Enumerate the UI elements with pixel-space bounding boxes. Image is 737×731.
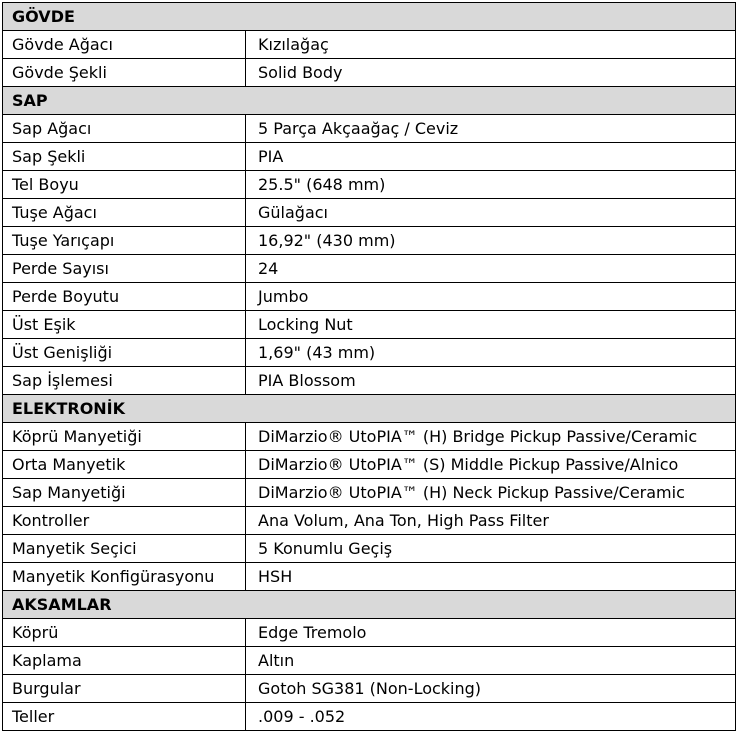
row-label: Perde Sayısı [3, 255, 246, 283]
section-title: SAP [3, 87, 736, 115]
table-row [3, 367, 736, 395]
table-row [3, 59, 736, 87]
row-value: Kızılağaç [246, 31, 736, 59]
table-row [3, 199, 736, 227]
table-row [3, 227, 736, 255]
table-row [3, 675, 736, 703]
table-row [3, 619, 736, 647]
row-value: Jumbo [246, 283, 736, 311]
table-row [3, 647, 736, 675]
row-label: Üst Eşik [3, 311, 246, 339]
table-row [3, 535, 736, 563]
table-row [3, 507, 736, 535]
row-label: Manyetik Konfigürasyonu [3, 563, 246, 591]
spec-table [2, 2, 736, 731]
row-value: Altın [246, 647, 736, 675]
table-row [3, 115, 736, 143]
table-row [3, 311, 736, 339]
section-title: GÖVDE [3, 3, 736, 31]
table-row [3, 255, 736, 283]
table-row [3, 283, 736, 311]
row-label: Manyetik Seçici [3, 535, 246, 563]
row-value: 25.5" (648 mm) [246, 171, 736, 199]
section-header-elektronik [3, 395, 736, 423]
table-row [3, 171, 736, 199]
row-value: .009 - .052 [246, 703, 736, 731]
row-value: 24 [246, 255, 736, 283]
row-value: Edge Tremolo [246, 619, 736, 647]
row-value: 5 Konumlu Geçiş [246, 535, 736, 563]
row-label: Sap Manyetiği [3, 479, 246, 507]
row-value: Gotoh SG381 (Non-Locking) [246, 675, 736, 703]
table-row [3, 339, 736, 367]
row-label: Tuşe Yarıçapı [3, 227, 246, 255]
row-label: Gövde Şekli [3, 59, 246, 87]
row-label: Sap İşlemesi [3, 367, 246, 395]
row-label: Sap Ağacı [3, 115, 246, 143]
row-value: PIA [246, 143, 736, 171]
section-title: ELEKTRONİK [3, 395, 736, 423]
row-value: Ana Volum, Ana Ton, High Pass Filter [246, 507, 736, 535]
row-label: Teller [3, 703, 246, 731]
section-header-aksamlar [3, 591, 736, 619]
row-value: PIA Blossom [246, 367, 736, 395]
row-label: Tel Boyu [3, 171, 246, 199]
table-row [3, 479, 736, 507]
row-label: Tuşe Ağacı [3, 199, 246, 227]
table-row [3, 703, 736, 731]
section-header-govde [3, 3, 736, 31]
row-label: Gövde Ağacı [3, 31, 246, 59]
row-label: Kaplama [3, 647, 246, 675]
row-value: Solid Body [246, 59, 736, 87]
section-header-sap [3, 87, 736, 115]
row-value: Gülağacı [246, 199, 736, 227]
table-row [3, 423, 736, 451]
row-label: Üst Genişliği [3, 339, 246, 367]
row-value: Locking Nut [246, 311, 736, 339]
row-label: Burgular [3, 675, 246, 703]
row-label: Köprü [3, 619, 246, 647]
row-label: Perde Boyutu [3, 283, 246, 311]
row-value: 1,69" (43 mm) [246, 339, 736, 367]
table-row [3, 143, 736, 171]
row-value: DiMarzio® UtoPIA™ (H) Neck Pickup Passive/Ceramic [246, 479, 736, 507]
table-row [3, 451, 736, 479]
table-row [3, 563, 736, 591]
row-label: Kontroller [3, 507, 246, 535]
row-value: HSH [246, 563, 736, 591]
row-label: Köprü Manyetiği [3, 423, 246, 451]
row-value: DiMarzio® UtoPIA™ (H) Bridge Pickup Passive/Ceramic [246, 423, 736, 451]
row-label: Orta Manyetik [3, 451, 246, 479]
row-value: DiMarzio® UtoPIA™ (S) Middle Pickup Passive/Alnico [246, 451, 736, 479]
table-row [3, 31, 736, 59]
row-label: Sap Şekli [3, 143, 246, 171]
section-title: AKSAMLAR [3, 591, 736, 619]
row-value: 16,92" (430 mm) [246, 227, 736, 255]
spec-table-body [3, 3, 736, 731]
row-value: 5 Parça Akçaağaç / Ceviz [246, 115, 736, 143]
